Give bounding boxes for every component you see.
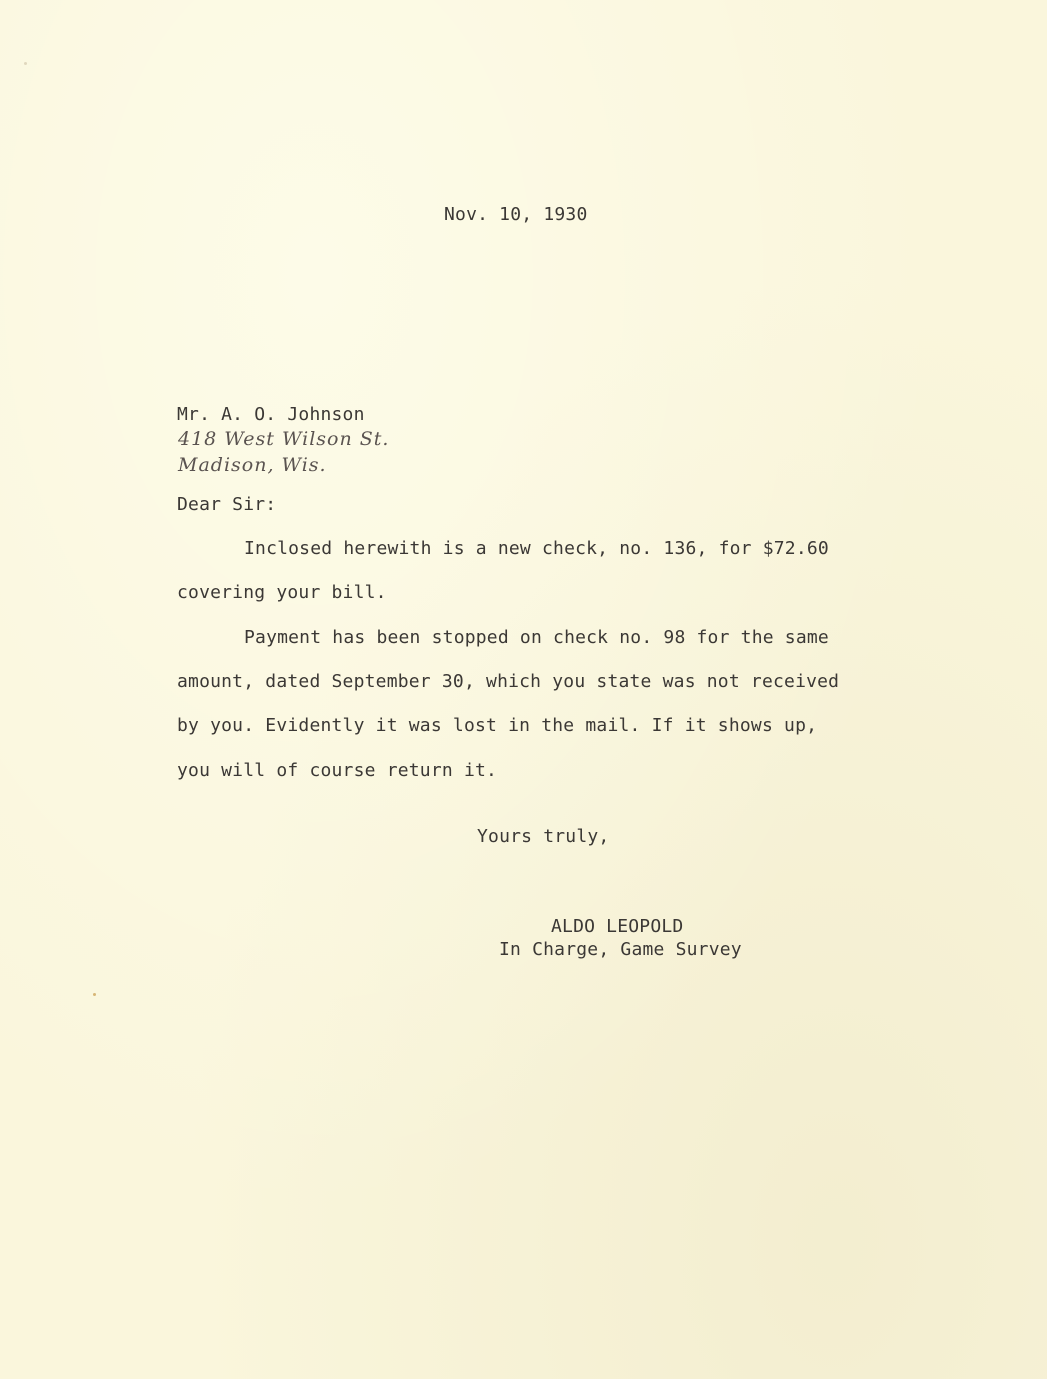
signature-title: In Charge, Game Survey (499, 939, 742, 960)
body-line-1: Inclosed herewith is a new check, no. 136, for $72.60 (244, 538, 829, 559)
body-line-5: by you. Evidently it was lost in the mail. If it shows up, (177, 715, 818, 736)
body-line-3: Payment has been stopped on check no. 98 for the same (244, 627, 829, 648)
body-line-6: you will of course return it. (177, 760, 498, 781)
body-line-2: covering your bill. (177, 582, 387, 603)
paper-speck (93, 993, 96, 996)
closing: Yours truly, (477, 826, 610, 847)
recipient-city-handwritten: Madison, Wis. (178, 454, 327, 476)
body-line-4: amount, dated September 30, which you state was not received (177, 671, 840, 692)
recipient-street-handwritten: 418 West Wilson St. (178, 428, 390, 450)
signature-name: ALDO LEOPOLD (551, 916, 684, 937)
paper-speck (24, 62, 27, 65)
salutation: Dear Sir: (177, 494, 277, 515)
letter-date: Nov. 10, 1930 (444, 204, 588, 225)
recipient-name: Mr. A. O. Johnson (177, 404, 365, 425)
